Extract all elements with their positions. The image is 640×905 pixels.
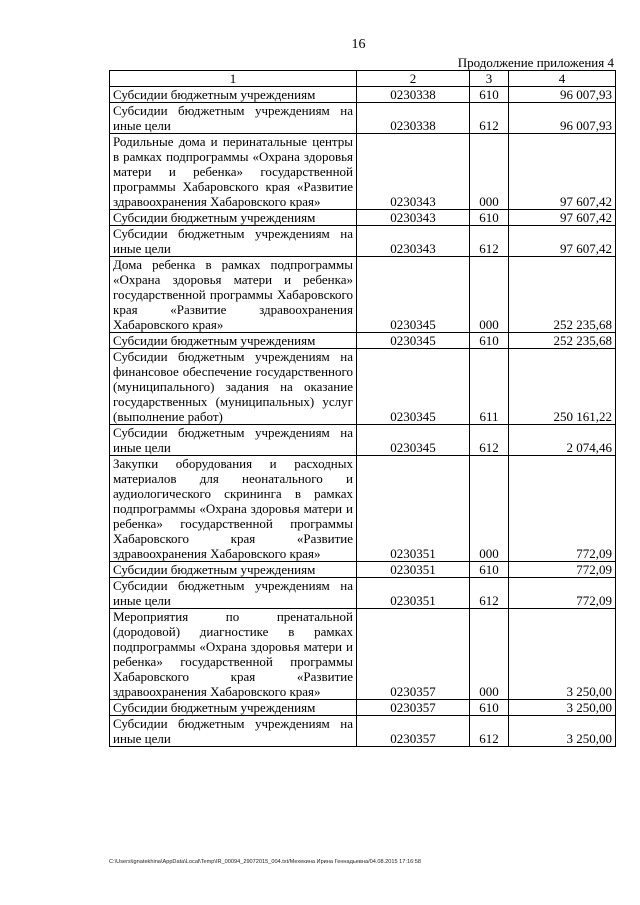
row-sum: 96 007,93	[509, 87, 616, 103]
table-row	[110, 578, 616, 609]
table-row	[110, 349, 616, 425]
table-header-row	[110, 71, 616, 87]
row-code: 0230357	[357, 716, 470, 747]
row-sum: 772,09	[509, 456, 616, 562]
row-expense-type: 610	[470, 700, 509, 716]
footer-file-path: C:\Users\ignatekhina\AppData\Local\Temp\IR_00094_29072015_004.txt/Мехекина Ирина Геннадьевна/04.08.2015 17:16:58	[109, 859, 421, 865]
row-name: Субсидии бюджетным учреждениям	[110, 562, 357, 578]
row-name: Субсидии бюджетным учреждениям на иные цели	[110, 578, 357, 609]
row-code: 0230345	[357, 349, 470, 425]
row-code: 0230343	[357, 226, 470, 257]
row-expense-type: 612	[470, 425, 509, 456]
row-sum: 97 607,42	[509, 226, 616, 257]
row-code: 0230357	[357, 700, 470, 716]
row-sum: 252 235,68	[509, 333, 616, 349]
row-expense-type: 000	[470, 456, 509, 562]
table-row	[110, 562, 616, 578]
column-header-1: 1	[110, 71, 357, 87]
column-header-4: 4	[509, 71, 616, 87]
row-expense-type: 000	[470, 609, 509, 700]
row-code: 0230345	[357, 333, 470, 349]
row-code: 0230351	[357, 578, 470, 609]
continuation-label: Продолжение приложения 4	[457, 55, 614, 70]
row-expense-type: 612	[470, 578, 509, 609]
table-row	[110, 700, 616, 716]
table-row	[110, 333, 616, 349]
table-row	[110, 134, 616, 210]
table-row	[110, 87, 616, 103]
column-header-3: 3	[470, 71, 509, 87]
row-name: Субсидии бюджетным учреждениям на иные цели	[110, 226, 357, 257]
row-sum: 772,09	[509, 578, 616, 609]
budget-table	[109, 70, 616, 747]
row-sum: 250 161,22	[509, 349, 616, 425]
row-expense-type: 611	[470, 349, 509, 425]
row-sum: 97 607,42	[509, 134, 616, 210]
row-expense-type: 610	[470, 87, 509, 103]
row-name: Субсидии бюджетным учреждениям на иные цели	[110, 103, 357, 134]
row-name: Родильные дома и перинатальные центры в рамках подпрограммы «Охрана здоровья матери и ребенка» государственной программы Хабаровского края «Развитие здравоохранения Хабаровского края»	[110, 134, 357, 210]
row-sum: 3 250,00	[509, 700, 616, 716]
table-row	[110, 103, 616, 134]
table-row	[110, 210, 616, 226]
table-row	[110, 609, 616, 700]
table-row	[110, 425, 616, 456]
row-sum: 772,09	[509, 562, 616, 578]
row-code: 0230343	[357, 210, 470, 226]
row-code: 0230351	[357, 562, 470, 578]
row-expense-type: 000	[470, 257, 509, 333]
row-sum: 97 607,42	[509, 210, 616, 226]
row-code: 0230357	[357, 609, 470, 700]
row-name: Субсидии бюджетным учреждениям на иные цели	[110, 716, 357, 747]
row-sum: 2 074,46	[509, 425, 616, 456]
row-code: 0230338	[357, 87, 470, 103]
row-name: Субсидии бюджетным учреждениям	[110, 87, 357, 103]
row-sum: 96 007,93	[509, 103, 616, 134]
row-code: 0230345	[357, 257, 470, 333]
row-name: Субсидии бюджетным учреждениям	[110, 700, 357, 716]
row-code: 0230343	[357, 134, 470, 210]
row-name: Субсидии бюджетным учреждениям на иные цели	[110, 425, 357, 456]
row-expense-type: 610	[470, 333, 509, 349]
row-code: 0230338	[357, 103, 470, 134]
page-number: 16	[351, 37, 366, 52]
row-expense-type: 612	[470, 103, 509, 134]
row-expense-type: 610	[470, 210, 509, 226]
table-row	[110, 257, 616, 333]
row-sum: 252 235,68	[509, 257, 616, 333]
table-row	[110, 456, 616, 562]
table-row	[110, 716, 616, 747]
column-header-2: 2	[357, 71, 470, 87]
row-name: Дома ребенка в рамках подпрограммы «Охрана здоровья матери и ребенка» государственной программы Хабаровского края «Развитие здравоохранения Хабаровского края»	[110, 257, 357, 333]
row-expense-type: 610	[470, 562, 509, 578]
row-name: Мероприятия по пренатальной (дородовой) диагностике в рамках подпрограммы «Охрана здоровья матери и ребенка» государственной программы Хабаровского края «Развитие здравоохранения Хабаровского края»	[110, 609, 357, 700]
row-expense-type: 000	[470, 134, 509, 210]
row-name: Закупки оборудования и расходных материалов для неонатального и аудиологического скрининга в рамках подпрограммы «Охрана здоровья матери и ребенка» государственной программы Хабаровского края «Развитие здравоохранения Хабаровского края»	[110, 456, 357, 562]
row-sum: 3 250,00	[509, 609, 616, 700]
row-code: 0230351	[357, 456, 470, 562]
row-sum: 3 250,00	[509, 716, 616, 747]
row-name: Субсидии бюджетным учреждениям	[110, 333, 357, 349]
table-row	[110, 226, 616, 257]
row-expense-type: 612	[470, 716, 509, 747]
row-name: Субсидии бюджетным учреждениям	[110, 210, 357, 226]
row-name: Субсидии бюджетным учреждениям на финансовое обеспечение государственного (муниципального) задания на оказание государственных (муниципальных) услуг (выполнение работ)	[110, 349, 357, 425]
row-code: 0230345	[357, 425, 470, 456]
row-expense-type: 612	[470, 226, 509, 257]
